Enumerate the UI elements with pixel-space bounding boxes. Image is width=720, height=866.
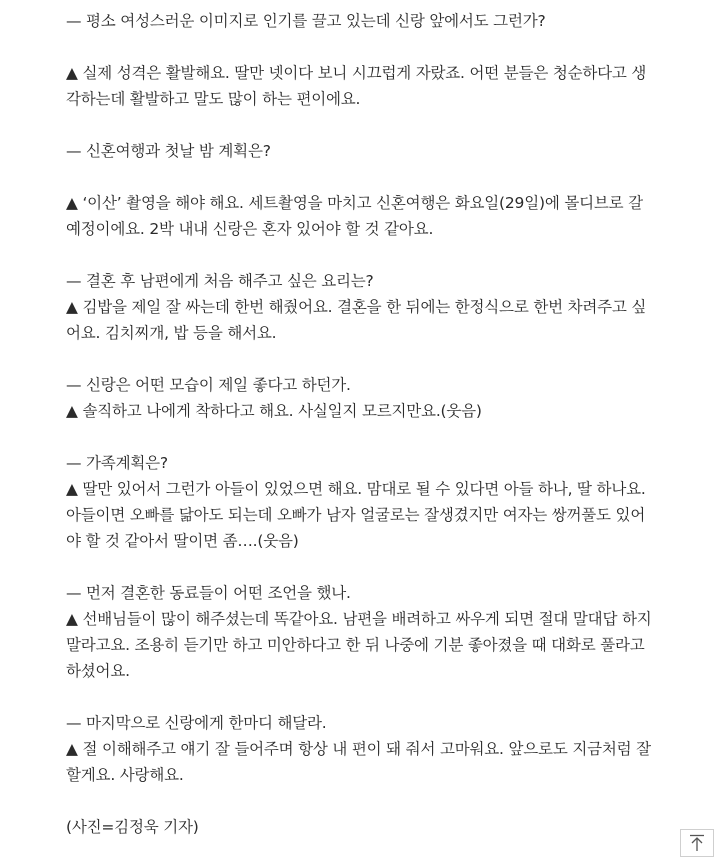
question-text: — 신혼여행과 첫날 밤 계획은? (66, 142, 271, 160)
answer-text: ▲ 실제 성격은 활발해요. 딸만 넷이다 보니 시끄럽게 자랐죠. 어떤 분들은 청순하다고 생 (66, 64, 647, 82)
answer-text: 어요. 김치찌개, 밥 등을 해서요. (66, 324, 277, 342)
answer-text: 아들이면 오빠를 닮아도 되는데 오빠가 남자 얼굴로는 잘생겼지만 여자는 쌍꺼풀도 있어 (66, 506, 646, 524)
question-text: — 먼저 결혼한 동료들이 어떤 조언을 했나. (66, 584, 351, 602)
answer-text: 야 할 것 같아서 딸이면 좀….(웃음) (66, 532, 299, 550)
question-text: — 평소 여성스러운 이미지로 인기를 끌고 있는데 신랑 앞에서도 그런가? (66, 12, 546, 30)
qa-block (66, 268, 656, 346)
qa-block (66, 60, 656, 112)
photo-credit: (사진=김정욱 기자) (66, 818, 199, 836)
answer-text: ▲ 선배님들이 많이 해주셨는데 똑같아요. 남편을 배려하고 싸우게 되면 절대 말대답 하지 (66, 610, 652, 628)
qa-block (66, 710, 656, 788)
answer-text: 할게요. 사랑해요. (66, 766, 184, 784)
answer-text: ▲ 솔직하고 나에게 착하다고 해요. 사실일지 모르지만요.(웃음) (66, 402, 482, 420)
answer-text: 예정이에요. 2박 내내 신랑은 혼자 있어야 할 것 같아요. (66, 220, 434, 238)
answer-text: ▲ 김밥을 제일 잘 싸는데 한번 해줬어요. 결혼을 한 뒤에는 한정식으로 한번 차려주고 싶 (66, 298, 647, 316)
question-text: — 결혼 후 남편에게 처음 해주고 싶은 요리는? (66, 272, 374, 290)
qa-block (66, 372, 656, 424)
scroll-to-top-button[interactable] (680, 829, 714, 857)
answer-text: 각하는데 활발하고 말도 많이 하는 편이에요. (66, 90, 361, 108)
arrow-up-to-top-icon (689, 834, 705, 852)
question-text: — 마지막으로 신랑에게 한마디 해달라. (66, 714, 327, 732)
article-body (66, 8, 656, 866)
qa-block (66, 190, 656, 242)
answer-text: ▲ 절 이해해주고 얘기 잘 들어주며 항상 내 편이 돼 줘서 고마워요. 앞으로도 지금처럼 잘 (66, 740, 651, 758)
answer-text: ▲ 딸만 있어서 그런가 아들이 있었으면 해요. 맘대로 될 수 있다면 아들 하나, 딸 하나요. (66, 480, 646, 498)
qa-block (66, 8, 656, 34)
qa-block (66, 138, 656, 164)
qa-block (66, 450, 656, 554)
answer-text: 하셨어요. (66, 662, 130, 680)
answer-text: ▲ ‘이산’ 촬영을 해야 해요. 세트촬영을 마치고 신혼여행은 화요일(29일)에 몰디브로 갈 (66, 194, 643, 212)
qa-block (66, 580, 656, 684)
answer-text: 말라고요. 조용히 듣기만 하고 미안하다고 한 뒤 나중에 기분 좋아졌을 때 대화로 풀라고 (66, 636, 645, 654)
question-text: — 가족계획은? (66, 454, 168, 472)
question-text: — 신랑은 어떤 모습이 제일 좋다고 하던가. (66, 376, 351, 394)
